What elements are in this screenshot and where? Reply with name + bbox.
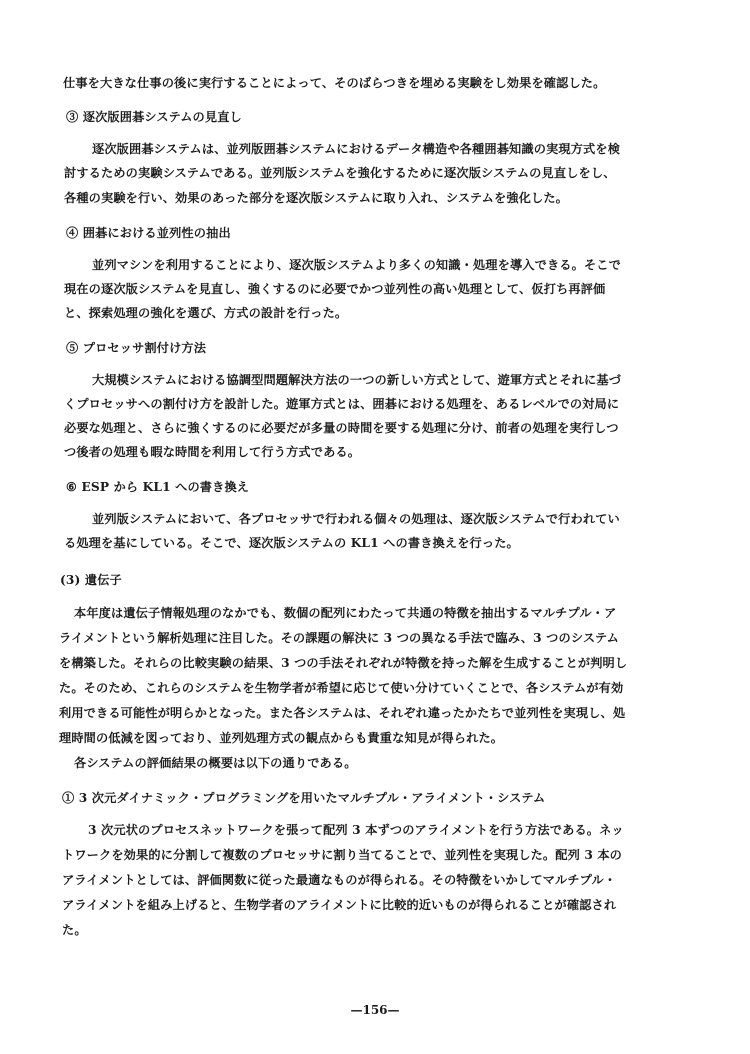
paragraph-line: 各システムの評価結果の概要は以下の通りである。: [74, 756, 357, 770]
paragraph-line: アライメントを組み上げると、生物学者のアライメントに比較的近いものが得られることが確認され: [62, 898, 617, 912]
paragraph-line: た。: [62, 923, 87, 937]
paragraph-line: くプロセッサへの割付け方を設計した。遊軍方式とは、囲碁における処理を、あるレベルでの対局に: [64, 397, 620, 411]
paragraph-line: トワークを効果的に分割して複数のプロセッサに割り当てることで、並列性を実現した。配列 3 本の: [62, 848, 623, 862]
paragraph-line: 理時間の低減を図っており、並列処理方式の観点からも貴重な知見が得られた。: [59, 731, 504, 745]
paragraph-line: 利用できる可能性が明らかとなった。また各システムは、それぞれ違ったかたちで並列性を実現し、処: [59, 706, 626, 720]
paragraph-line: 仕事を大きな仕事の後に実行することによって、そのばらつきを埋める実験をし効果を確認した。: [63, 76, 606, 90]
paragraph-line: 並列版システムにおいて、各プロセッサで行われる個々の処理は、逐次版システムで行われてい: [92, 512, 620, 526]
paragraph-line: 逐次版囲碁システムは、並列版囲碁システムにおけるデータ構造や各種囲碁知識の実現方式を検: [92, 142, 621, 156]
paragraph-line: 本年度は遺伝子情報処理のなかでも、数個の配列にわたって共通の特徴を抽出するマルチプル・ア: [74, 606, 617, 620]
paragraph-line: ライメントという解析処理に注目した。その課題の解決に 3 つの異なる手法で臨み、3 つのシステム: [59, 631, 619, 645]
section-heading-4: ④ 囲碁における並列性の抽出: [66, 226, 231, 240]
section-heading-genes: (3) 遺伝子: [60, 573, 122, 587]
paragraph-line: 現在の逐次版システムを見直し、強くするのに必要でかつ並列性の高い処理として、仮打ち再評価: [64, 282, 606, 296]
paragraph-line: つ後者の処理も暇な時間を利用して行う方式である。: [64, 445, 361, 459]
paragraph-line: 並列マシンを利用することにより、逐次版システムより多くの知識・処理を導入できる。そこで: [92, 258, 621, 272]
section-heading-1: ① 3 次元ダイナミック・プログラミングを用いたマルチプル・アライメント・システム: [62, 791, 546, 805]
paragraph-line: る処理を基にしている。そこで、逐次版システムの KL1 への書き換えを行った。: [64, 536, 519, 550]
paragraph-line: 大規模システムにおける協調型問題解決方法の一つの新しい方式として、遊軍方式とそれに基づ: [92, 373, 622, 387]
paragraph-line: 3 次元状のプロセスネットワークを張って配列 3 本ずつのアライメントを行う方法である。ネッ: [88, 823, 624, 837]
paragraph-line: と、探索処理の強化を選び、方式の設計を行った。: [64, 306, 348, 320]
section-heading-6: ⑥ ESP から KL1 への書き換え: [66, 480, 250, 494]
paragraph-line: を構築した。それらの比較実験の結果、3 つの手法それぞれが特徴を持った解を生成することが判明し: [59, 656, 628, 670]
paragraph-line: 各種の実験を行い、効果のあった部分を逐次版システムに取り入れ、システムを強化した。: [64, 191, 569, 205]
paragraph-line: 討するための実験システムである。並列版システムを強化するために逐次版システムの見直しをし、: [64, 166, 616, 180]
section-heading-5: ⑤ プロセッサ割付け方法: [66, 341, 207, 355]
paragraph-line: た。そのため、これらのシステムを生物学者が希望に応じて使い分けていくことで、各システムが有効: [59, 681, 624, 695]
page-number: —156—: [350, 1003, 400, 1017]
section-heading-3: ③ 逐次版囲碁システムの見直し: [66, 110, 242, 124]
paragraph-line: 必要な処理と、さらに強くするのに必要だが多量の時間を要する処理に分け、前者の処理を実行しつ: [64, 421, 619, 435]
paragraph-line: アライメントとしては、評価関数に従った最適なものが得られる。その特徴をいかしてマルチプル・: [62, 873, 617, 887]
